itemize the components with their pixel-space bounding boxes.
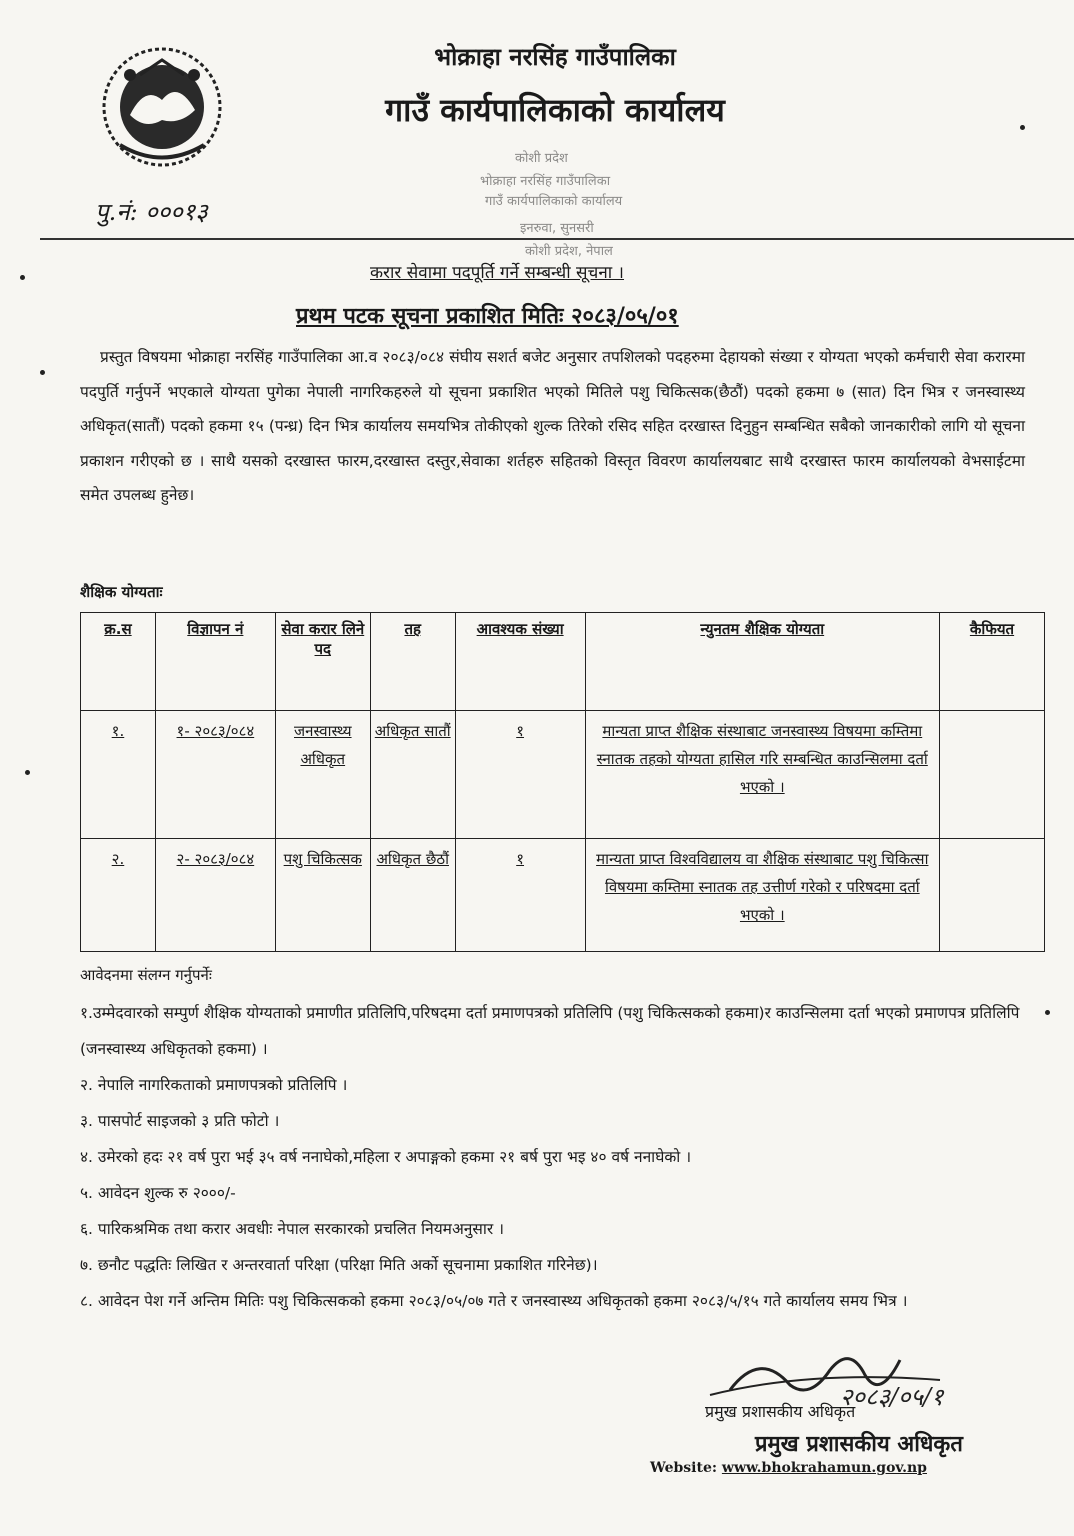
list-item: ४. उमेरको हदः २१ वर्ष पुरा भई ३५ वर्ष ननाघेको,महिला र अपाङ्गको हकमा २१ बर्ष पुरा भइ ४० वर्ष ननाघेको । xyxy=(80,1148,692,1166)
office-name: गाउँ कार्यपालिकाको कार्यालय xyxy=(385,91,725,129)
stamp-line: भोक्राहा नरसिंह गाउँपालिका xyxy=(480,174,611,189)
speck xyxy=(40,370,45,375)
cell-remarks xyxy=(940,839,1045,952)
col-header-count: आवश्यक संख्या xyxy=(455,613,585,711)
website-footer xyxy=(650,1460,927,1476)
posts-table xyxy=(80,612,1045,952)
speck xyxy=(1020,125,1025,130)
col-header-post: सेवा करार लिने पद xyxy=(275,613,370,711)
website-link[interactable]: www.bhokrahamun.gov.np xyxy=(721,1460,927,1476)
speck xyxy=(25,770,30,775)
office-stamp xyxy=(470,140,640,265)
stamp-line: इनरुवा, सुनसरी xyxy=(520,221,594,236)
stamp-line: गाउँ कार्यपालिकाको कार्यालय xyxy=(485,194,623,209)
col-header-sn: क्र.स xyxy=(81,613,156,711)
stamp-line: कोशी प्रदेश, नेपाल xyxy=(525,244,613,259)
registration-number: पु.नं: ०००१३ xyxy=(95,198,208,226)
list-item: १.उम्मेदवारको सम्पुर्ण शैक्षिक योग्यताको प्रमाणीत प्रतिलिपि,परिषदमा दर्ता प्रमाणपत्रको प्रतिलिपि (पशु चिकित्सकको हकमा)र काउन्सिलमा दर्ता भएको प्रमाणपत्र प्रतिलिपि (जनस्वास्थ्य अधिकृतको हकमा) । xyxy=(80,1004,1020,1058)
col-header-remarks: कैफियत xyxy=(940,613,1045,711)
notice-subject: करार सेवामा पदपूर्ति गर्ने सम्बन्धी सूचना । xyxy=(370,263,625,283)
cell-qualification: मान्यता प्राप्त शैक्षिक संस्थाबाट जनस्वास्थ्य विषयमा कम्तिमा स्नातक तहको योग्यता हासिल गरि सम्बन्धित काउन्सिलमा दर्ता भएको । xyxy=(585,711,939,839)
table-row xyxy=(81,711,1045,839)
list-item: ५. आवेदन शुल्क रु २०००/- xyxy=(80,1184,236,1202)
notice-body xyxy=(80,340,1025,513)
list-item: ८. आवेदन पेश गर्ने अन्तिम मितिः पशु चिकित्सकको हकमा २०८३/०५/०७ गते र जनस्वास्थ्य अधिकृतको हकमा २०८३/५/१५ गते कार्यालय समय भित्र । xyxy=(80,1292,908,1310)
cell-qualification: मान्यता प्राप्त विश्वविद्यालय वा शैक्षिक संस्थाबाट पशु चिकित्सा विषयमा कम्तिमा स्नातक तह उत्तीर्ण गरेको र परिषदमा दर्ता भएको । xyxy=(585,839,939,952)
signatory-title: प्रमुख प्रशासकीय अधिकृत xyxy=(705,1402,856,1421)
cell-sn: २. xyxy=(81,839,156,952)
notice-body-text: प्रस्तुत विषयमा भोक्राहा नरसिंह गाउँपालिका आ.व २०८३/०८४ संघीय सशर्त बजेट अनुसार तपशिलको पदहरुमा देहायको संख्या र योग्यता भएको कर्मचारी सेवा करारमा पदपुर्ति गर्नुपर्ने भएकाले योग्यता पुगेका नेपाली नागरिकहरुले यो सूचना प्रकाशित भएको मितिले पशु चिकित्सक(छैठौं) पदको हकमा ७ (सात) दिन भित्र र जनस्वास्थ्य अधिकृत(सातौं) पदको हकमा १५ (पन्ध्र) दिन भित्र कार्यालय समयभित्र तोकीएको शुल्क तिरेको रसिद सहित दरखास्त दिनुहुन सम्बन्धित सबैको जानकारीको लागि यो सूचना प्रकाशन गरीएको छ । साथै यसको दरखास्त फारम,दरखास्त दस्तुर,सेवाका शर्तहरु सहितको विस्तृत विवरण कार्यालयबाट साथै दरखास्त फारम कार्यालयको वेभसाईटमा समेत उपलब्ध हुनेछ। xyxy=(80,348,1025,504)
speck xyxy=(1045,1010,1050,1015)
cell-count: १ xyxy=(455,839,585,952)
list-item: २. नेपालि नागरिकताको प्रमाणपत्रको प्रतिलिपि । xyxy=(80,1076,348,1094)
cell-post: जनस्वास्थ्य अधिकृत xyxy=(275,711,370,839)
cell-sn: १. xyxy=(81,711,156,839)
stamp-line: कोशी प्रदेश xyxy=(515,151,568,166)
cell-remarks xyxy=(940,711,1045,839)
cell-ad-no: २- २०८३/०८४ xyxy=(155,839,275,952)
cell-count: १ xyxy=(455,711,585,839)
attachments-title: आवेदनमा संलग्न गर्नुपर्नेः xyxy=(80,966,212,984)
qualifications-title: शैक्षिक योग्यताः xyxy=(80,583,163,601)
table-header-row xyxy=(81,613,1045,711)
cell-level: अधिकृत सातौं xyxy=(370,711,455,839)
speck xyxy=(20,275,25,280)
table-row xyxy=(81,839,1045,952)
handwritten-signature xyxy=(690,1330,1010,1440)
municipality-name: भोक्राहा नरसिंह गाउँपालिका xyxy=(434,43,676,71)
signature-date: २०८३/०५/१ xyxy=(840,1383,944,1411)
website-label: Website: xyxy=(650,1460,718,1476)
publish-date: प्रथम पटक सूचना प्रकाशित मितिः २०८३/०५/०१ xyxy=(296,304,679,329)
attachments-list xyxy=(80,995,1030,1319)
col-header-ad-no: विज्ञापन नं xyxy=(155,613,275,711)
cell-level: अधिकृत छैठौं xyxy=(370,839,455,952)
cell-ad-no: १- २०८३/०८४ xyxy=(155,711,275,839)
col-header-qualification: न्युनतम शैक्षिक योग्यता xyxy=(585,613,939,711)
header-divider xyxy=(40,238,1074,240)
list-item: ३. पासपोर्ट साइजको ३ प्रति फोटो । xyxy=(80,1112,280,1130)
list-item: ६. पारिकश्रमिक तथा करार अवधीः नेपाल सरकारको प्रचलित नियमअनुसार । xyxy=(80,1220,505,1238)
signatory-stamp: प्रमुख प्रशासकीय अधिकृत xyxy=(755,1432,963,1457)
col-header-level: तह xyxy=(370,613,455,711)
nepal-emblem-icon xyxy=(100,45,225,170)
cell-post: पशु चिकित्सक xyxy=(275,839,370,952)
list-item: ७. छनौट पद्धतिः लिखित र अन्तरवार्ता परिक्षा (परिक्षा मिति अर्को सूचनामा प्रकाशित गरिनेछ)। xyxy=(80,1256,598,1274)
